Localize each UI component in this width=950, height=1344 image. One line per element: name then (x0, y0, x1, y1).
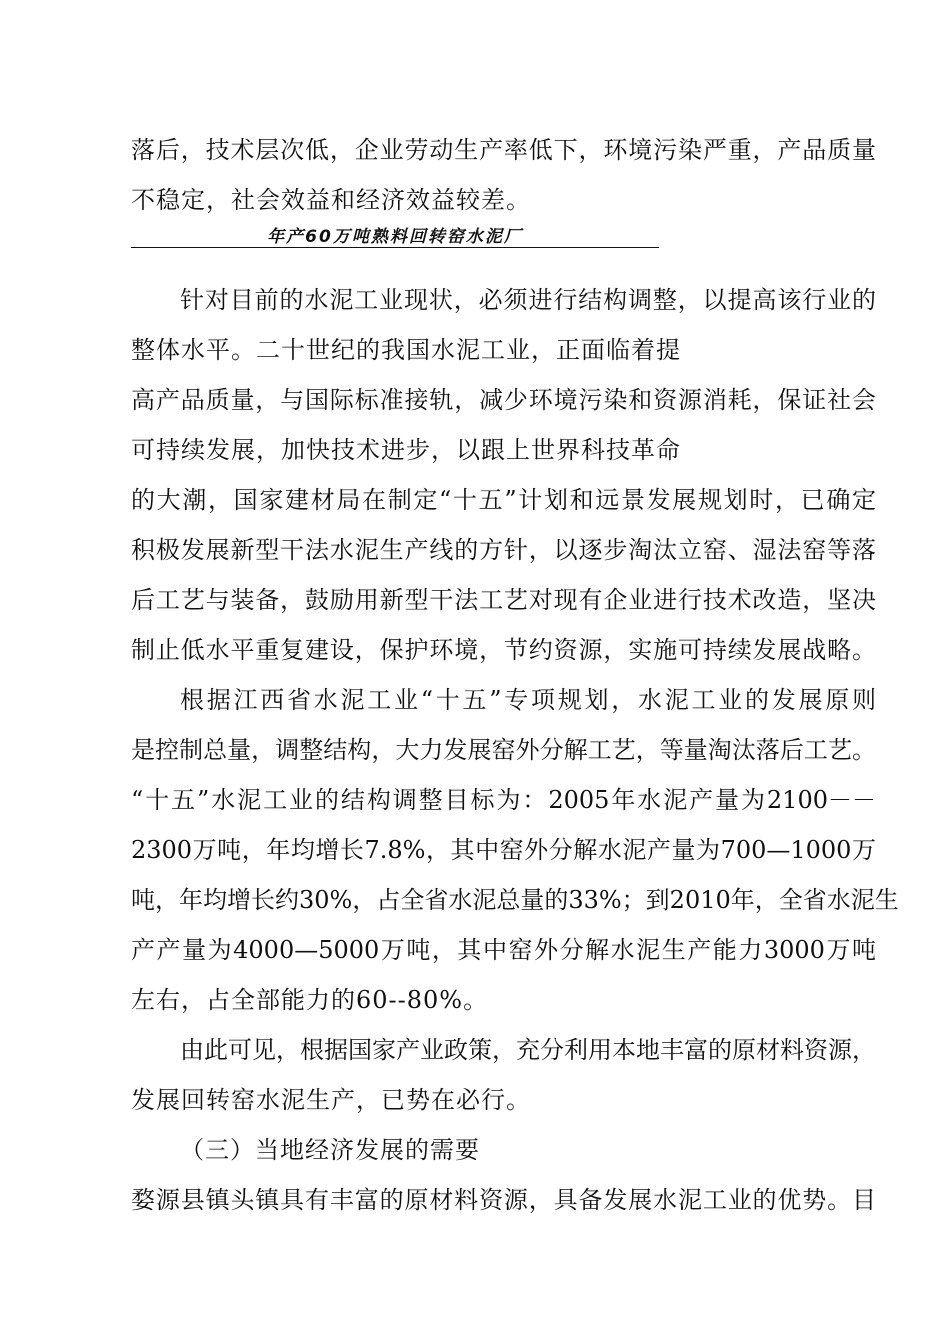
body-text-line: 后工艺与装备，鼓励用新型干法工艺对现有企业进行技术改造，坚决 (131, 586, 876, 614)
body-text-line: 高产品质量，与国际标准接轨，减少环境污染和资源消耗，保证社会 (131, 386, 876, 414)
body-text-line: “十五”水泥工业的结构调整目标为：2005年水泥产量为2100－－ (131, 786, 876, 814)
body-text-line: 不稳定，社会效益和经济效益较差。 (131, 186, 531, 214)
body-text-line: 的大潮，国家建材局在制定“十五”计划和远景发展规划时，已确定 (131, 486, 876, 514)
body-text-line: 左右，占全部能力的60--80%。 (131, 986, 489, 1014)
body-text-line: 吨，年均增长约30%，占全省水泥总量的33%；到2010年，全省水泥生 (131, 886, 899, 914)
body-text-line: 是控制总量，调整结构，大力发展窑外分解工艺，等量淘汰落后工艺。 (131, 736, 876, 764)
body-text-line: 针对目前的水泥工业现状，必须进行结构调整，以提高该行业的 (180, 286, 876, 314)
body-text-line: 积极发展新型干法水泥生产线的方针，以逐步淘汰立窑、湿法窑等落 (131, 536, 876, 564)
body-text-line: 发展回转窑水泥生产，已势在必行。 (131, 1086, 531, 1114)
body-text-line: 落后，技术层次低，企业劳动生产率低下，环境污染严重，产品质量 (131, 136, 876, 164)
body-text-line: 根据江西省水泥工业“十五”专项规划，水泥工业的发展原则 (180, 686, 876, 714)
body-text-line: 婺源县镇头镇具有丰富的原材料资源，具备发展水泥工业的优势。目 (131, 1186, 876, 1214)
header-rule (131, 247, 659, 248)
body-text-line: 产产量为4000—5000万吨，其中窑外分解水泥生产能力3000万吨 (131, 936, 876, 964)
body-text-line: 制止低水平重复建设，保护环境，节约资源，实施可持续发展战略。 (131, 636, 876, 664)
body-text-line: 2300万吨，年均增长7.8%，其中窑外分解水泥产量为700—1000万 (131, 836, 876, 864)
body-text-line: 可持续发展，加快技术进步，以跟上世界科技革命 (131, 436, 681, 464)
page-header-title: 年产60万吨熟料回转窑水泥厂 (267, 227, 523, 247)
body-text-line: 由此可见，根据国家产业政策，充分利用本地丰富的原材料资源， (180, 1036, 876, 1064)
body-text-line: 整体水平。二十世纪的我国水泥工业，正面临着提 (131, 336, 681, 364)
section-heading: （三）当地经济发展的需要 (180, 1136, 480, 1164)
